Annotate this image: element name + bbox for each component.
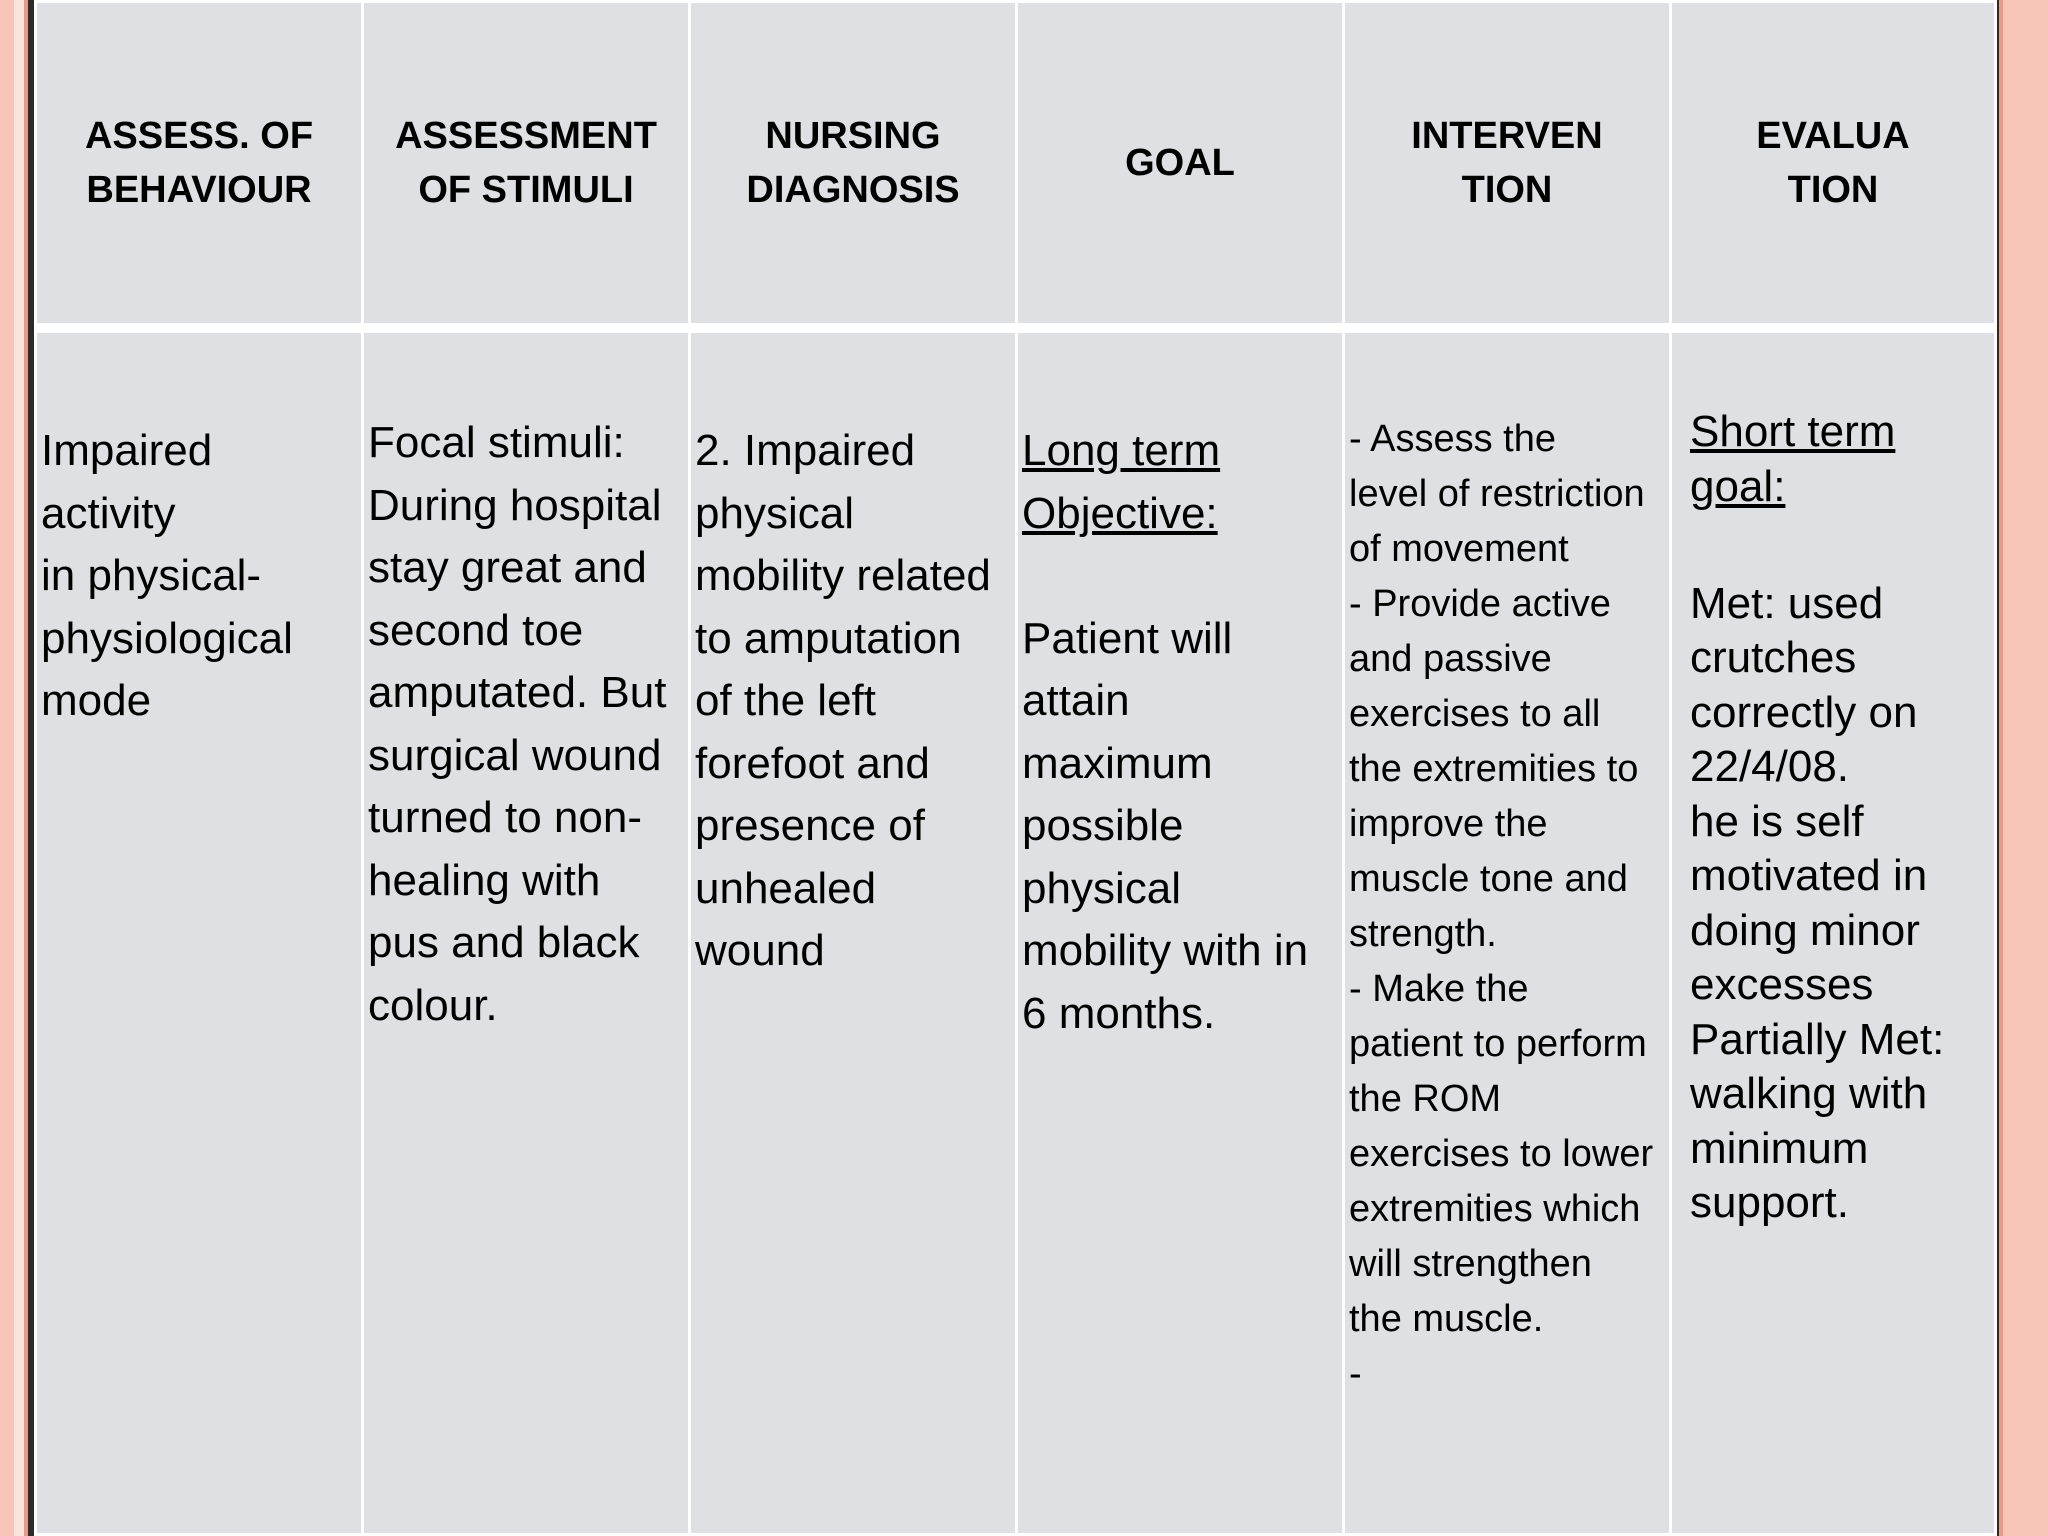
cell-intervention — [1344, 328, 1671, 1535]
goal-heading: Long term Objective: — [1022, 426, 1221, 538]
left-border-gap — [14, 0, 24, 1536]
cell-behaviour — [36, 328, 363, 1535]
header-goal: GOAL — [1017, 2, 1344, 328]
behaviour-text: Impaired activity in physical- physiological mode — [41, 426, 293, 725]
header-evaluation: EVALUA TION — [1671, 2, 1996, 328]
cell-diagnosis — [690, 328, 1017, 1535]
intervention-text: - Assess the level of restriction of movement - Provide active and passive exercises to all the extremities to improve the muscle tone and strength. - Make the patient to perform the ROM exercises to lower extremities which will strengthen the muscle. - — [1349, 418, 1654, 1395]
header-intervention: INTERVEN TION — [1344, 2, 1671, 328]
right-border-stripe — [2003, 0, 2048, 1536]
evaluation-text: Met: used crutches correctly on 22/4/08. he is self motivated in doing minor excesses Partially Met: walking with minimum support. — [1690, 578, 1945, 1227]
cell-goal — [1017, 328, 1344, 1535]
table-header-row — [36, 2, 1996, 328]
header-assessment-of-behaviour: ASSESS. OF BEHAVIOUR — [36, 2, 363, 328]
header-nursing-diagnosis: NURSING DIAGNOSIS — [690, 2, 1017, 328]
cell-evaluation — [1671, 328, 1996, 1535]
goal-text: Patient will attain maximum possible physical mobility with in 6 months. — [1022, 613, 1309, 1038]
evaluation-heading: Short term goal: — [1690, 407, 1896, 511]
left-border-stripe — [0, 0, 14, 1536]
nursing-care-plan-table — [34, 0, 1997, 1536]
diagnosis-text: 2. Impaired physical mobility related to amputation of the left forefoot and presence of unhealed wound — [695, 426, 991, 975]
stimuli-text: Focal stimuli: During hospital stay great and second toe amputated. But surgical wound turned to non- healing with pus and black colour. — [368, 418, 667, 1030]
header-assessment-of-stimuli: ASSESSMENT OF STIMULI — [363, 2, 690, 328]
table-row — [36, 328, 1996, 1535]
cell-stimuli — [363, 328, 690, 1535]
